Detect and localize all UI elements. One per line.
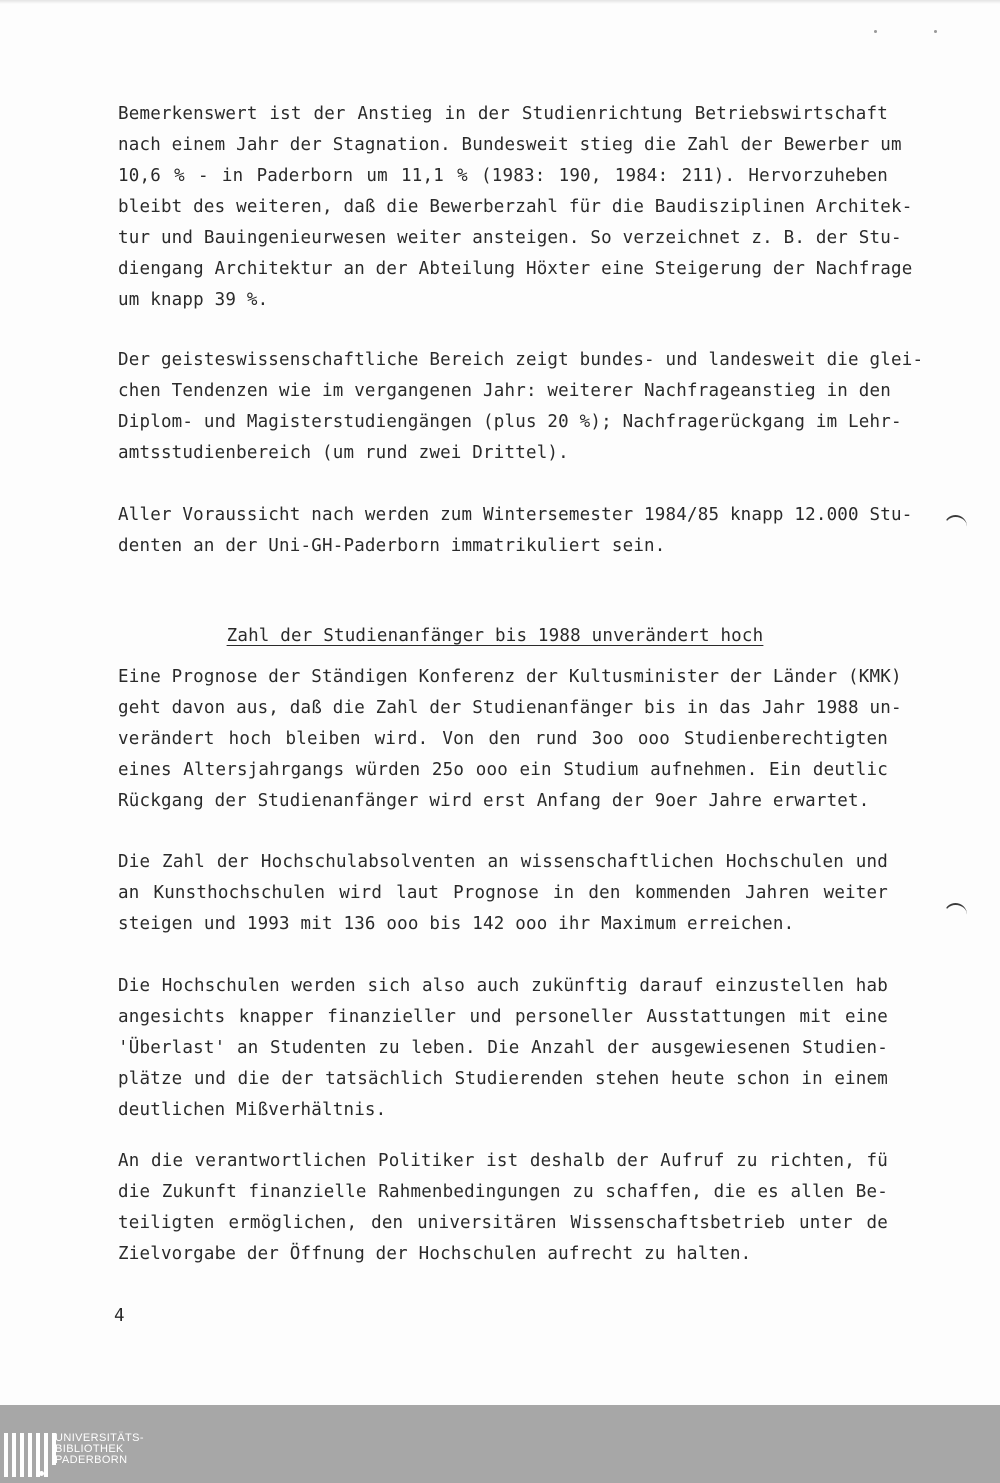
paragraph-1-line: nach einem Jahr der Stagnation. Bundesweit stieg die Zahl der Bewerber um: [118, 135, 902, 155]
library-footer: [0, 1405, 1000, 1483]
library-name-line: UNIVERSITÄTS-: [55, 1432, 144, 1444]
page-number: 4: [114, 1306, 125, 1326]
paragraph-1-line: um knapp 39 %.: [118, 290, 269, 310]
library-logo-icon: [4, 1433, 56, 1477]
paragraph-4-line: Eine Prognose der Ständigen Konferenz der Kultusminister der Länder (KMK): [118, 667, 902, 687]
paragraph-2-line: chen Tendenzen wie im vergangenen Jahr: weiterer Nachfrageanstieg in den: [118, 381, 891, 401]
paragraph-4-line: geht davon aus, daß die Zahl der Studienanfänger bis in das Jahr 1988 un-: [118, 698, 902, 718]
paragraph-1-line: tur und Bauingenieurwesen weiter ansteigen. So verzeichnet z. B. der Stu-: [118, 228, 902, 248]
paragraph-7-line: Zielvorgabe der Öffnung der Hochschulen aufrecht zu halten.: [118, 1244, 752, 1264]
section-heading: [0, 622, 990, 650]
paragraph-6-line: Die Hochschulen werden sich also auch zukünftig darauf einzustellen hab: [118, 976, 888, 996]
paragraph-4-line: verändert hoch bleiben wird. Von den rund 3oo ooo Studienberechtigten: [118, 729, 888, 749]
paragraph-1-line: bleibt des weiteren, daß die Bewerberzahl für die Baudisziplinen Architek-: [118, 197, 913, 217]
paragraph-2-line: amtsstudienbereich (um rund zwei Drittel).: [118, 443, 569, 463]
scan-edge: [0, 0, 1000, 4]
paragraph-1-line: diengang Architektur an der Abteilung Höxter eine Steigerung der Nachfrage: [118, 259, 913, 279]
paragraph-2-line: Diplom- und Magisterstudiengängen (plus 20 %); Nachfragerückgang im Lehr-: [118, 412, 902, 432]
library-name: [55, 1433, 144, 1466]
paragraph-7-line: teiligten ermöglichen, den universitären Wissenschaftsbetrieb unter de: [118, 1213, 888, 1233]
paragraph-1-line: 10,6 % - in Paderborn um 11,1 % (1983: 190, 1984: 211). Hervorzuheben: [118, 166, 888, 186]
paragraph-5-line: Die Zahl der Hochschulabsolventen an wissenschaftlichen Hochschulen und: [118, 852, 888, 872]
paragraph-5-line: steigen und 1993 mit 136 ooo bis 142 ooo ihr Maximum erreichen.: [118, 914, 795, 934]
paragraph-7-line: An die verantwortlichen Politiker ist deshalb der Aufruf zu richten, fü: [118, 1151, 888, 1171]
paragraph-1-line: Bemerkenswert ist der Anstieg in der Studienrichtung Betriebswirtschaft: [118, 104, 888, 124]
scan-speck: [874, 30, 877, 33]
punch-hole-mark: [944, 515, 967, 531]
library-name-line: PADERBORN: [55, 1454, 128, 1466]
paragraph-4-line: Rückgang der Studienanfänger wird erst Anfang der 9oer Jahre erwartet.: [118, 791, 870, 811]
paragraph-3-line: denten an der Uni-GH-Paderborn immatrikuliert sein.: [118, 536, 666, 556]
paragraph-2-line: Der geisteswissenschaftliche Bereich zeigt bundes- und landesweit die glei-: [118, 350, 924, 370]
punch-hole-mark: [944, 903, 967, 919]
paragraph-6-line: plätze und die der tatsächlich Studierenden stehen heute schon in einem: [118, 1069, 888, 1089]
paragraph-4-line: eines Altersjahrgangs würden 25o ooo ein Studium aufnehmen. Ein deutlic: [118, 760, 888, 780]
paragraph-5-line: an Kunsthochschulen wird laut Prognose in den kommenden Jahren weiter: [118, 883, 888, 903]
paragraph-6-line: angesichts knapper finanzieller und personeller Ausstattungen mit eine: [118, 1007, 888, 1027]
paragraph-6-line: deutlichen Mißverhältnis.: [118, 1100, 387, 1120]
library-name-line: BIBLIOTHEK: [55, 1443, 124, 1455]
paragraph-7-line: die Zukunft finanzielle Rahmenbedingungen zu schaffen, die es allen Be-: [118, 1182, 888, 1202]
paragraph-3-line: Aller Voraussicht nach werden zum Wintersemester 1984/85 knapp 12.000 Stu-: [118, 505, 913, 525]
paragraph-6-line: 'Überlast' an Studenten zu leben. Die Anzahl der ausgewiesenen Studien-: [118, 1038, 888, 1058]
section-heading-text: Zahl der Studienanfänger bis 1988 unverändert hoch: [226, 626, 764, 646]
library-logo-dot: [39, 1471, 44, 1476]
scan-speck: [934, 30, 937, 33]
